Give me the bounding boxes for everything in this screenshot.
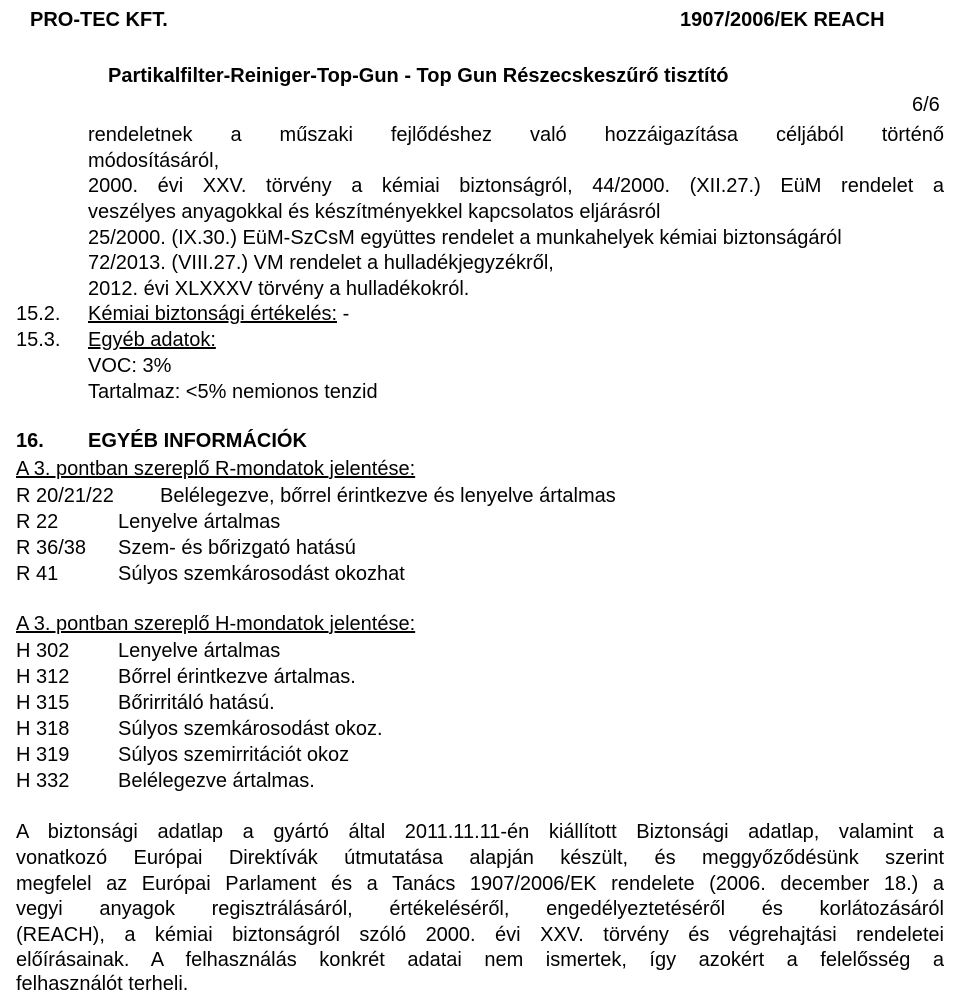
legislation-line: rendeletnek a műszaki fejlődéshez való hozzáigazítása céljából történő bbox=[88, 124, 944, 146]
r-phrase-code: R 36/38 bbox=[16, 537, 87, 559]
section-15-2-value: - bbox=[337, 303, 350, 325]
legislation-line: módosításáról, bbox=[88, 150, 220, 172]
h-phrase-text: Bőrrel érintkezve ártalmas. bbox=[118, 666, 356, 688]
closing-line: vegyi anyagok regisztrálásáról, értékeléséről, engedélyeztetéséről és korlátozásáról bbox=[16, 898, 944, 920]
section-16-number: 16. bbox=[16, 430, 44, 452]
h-phrase-text: Súlyos szemirritációt okoz bbox=[118, 744, 350, 766]
h-phrases-heading: A 3. pontban szereplő H-mondatok jelentése: bbox=[16, 613, 416, 635]
r-phrases-heading: A 3. pontban szereplő R-mondatok jelentése: bbox=[16, 458, 416, 480]
h-phrase-text: Belélegezve ártalmas. bbox=[118, 770, 315, 792]
closing-line: előírásainak. A felhasználás konkrét adatai nem ismertek, így azokért a felelősség a bbox=[16, 949, 944, 971]
r-phrase-text: Súlyos szemkárosodást okozhat bbox=[118, 563, 405, 585]
closing-line: A biztonsági adatlap a gyártó által 2011.11.11-én kiállított Biztonsági adatlap, valamint a bbox=[16, 821, 944, 843]
section-15-3-number: 15.3. bbox=[16, 329, 61, 351]
legislation-line: 72/2013. (VIII.27.) VM rendelet a hulladékjegyzékről, bbox=[88, 252, 554, 274]
h-phrase-text: Súlyos szemkárosodást okoz. bbox=[118, 718, 383, 740]
h-phrase-code: H 302 bbox=[16, 640, 70, 662]
page-number: 6/6 bbox=[912, 94, 940, 116]
h-phrase-code: H 332 bbox=[16, 770, 70, 792]
h-phrase-code: H 312 bbox=[16, 666, 70, 688]
closing-line: felhasználót terheli. bbox=[16, 973, 189, 995]
h-phrase-text: Lenyelve ártalmas bbox=[118, 640, 281, 662]
regulation-reference: 1907/2006/EK REACH bbox=[680, 9, 885, 31]
h-phrase-text: Bőrirritáló hatású. bbox=[118, 692, 275, 714]
r-phrase-text: Lenyelve ártalmas bbox=[118, 511, 281, 533]
product-title: Partikalfilter-Reiniger-Top-Gun - Top Gun Részecskeszűrő tisztító bbox=[108, 65, 729, 87]
section-15-2-number: 15.2. bbox=[16, 303, 61, 325]
legislation-line: 2012. évi XLXXXV törvény a hulladékokról. bbox=[88, 278, 470, 300]
legislation-line: 25/2000. (IX.30.) EüM-SzCsM együttes rendelet a munkahelyek kémiai biztonságáról bbox=[88, 227, 842, 249]
r-phrase-code: R 22 bbox=[16, 511, 59, 533]
section-16-title: EGYÉB INFORMÁCIÓK bbox=[88, 430, 307, 452]
closing-line: megfelel az Európai Parlament és a Tanács 1907/2006/EK rendelete (2006. december 18.) a bbox=[16, 873, 944, 895]
closing-line: (REACH), a kémiai biztonságról szóló 2000. évi XXV. törvény és végrehajtási rendeletei bbox=[16, 924, 944, 946]
r-phrase-code: R 41 bbox=[16, 563, 59, 585]
legislation-line: veszélyes anyagokkal és készítményekkel kapcsolatos eljárásról bbox=[88, 201, 661, 223]
r-phrase-text: Szem- és bőrizgató hatású bbox=[118, 537, 356, 559]
closing-line: vonatkozó Európai Direktívák útmutatása alapján készült, és meggyőződésünk szerint bbox=[16, 847, 944, 869]
legislation-line: 2000. évi XXV. törvény a kémiai biztonságról, 44/2000. (XII.27.) EüM rendelet a bbox=[88, 175, 944, 197]
h-phrase-code: H 319 bbox=[16, 744, 70, 766]
voc-value: VOC: 3% bbox=[88, 355, 172, 377]
contains-value: Tartalmaz: <5% nemionos tenzid bbox=[88, 381, 378, 403]
section-15-2-title: Kémiai biztonsági értékelés: bbox=[88, 303, 338, 325]
h-phrase-code: H 315 bbox=[16, 692, 70, 714]
r-phrase-text: Belélegezve, bőrrel érintkezve és lenyelve ártalmas bbox=[160, 485, 616, 507]
section-15-3-title: Egyéb adatok: bbox=[88, 329, 216, 351]
company-name: PRO-TEC KFT. bbox=[30, 9, 168, 31]
section-15-2-heading bbox=[88, 302, 349, 326]
h-phrase-code: H 318 bbox=[16, 718, 70, 740]
r-phrase-code: R 20/21/22 bbox=[16, 485, 114, 507]
